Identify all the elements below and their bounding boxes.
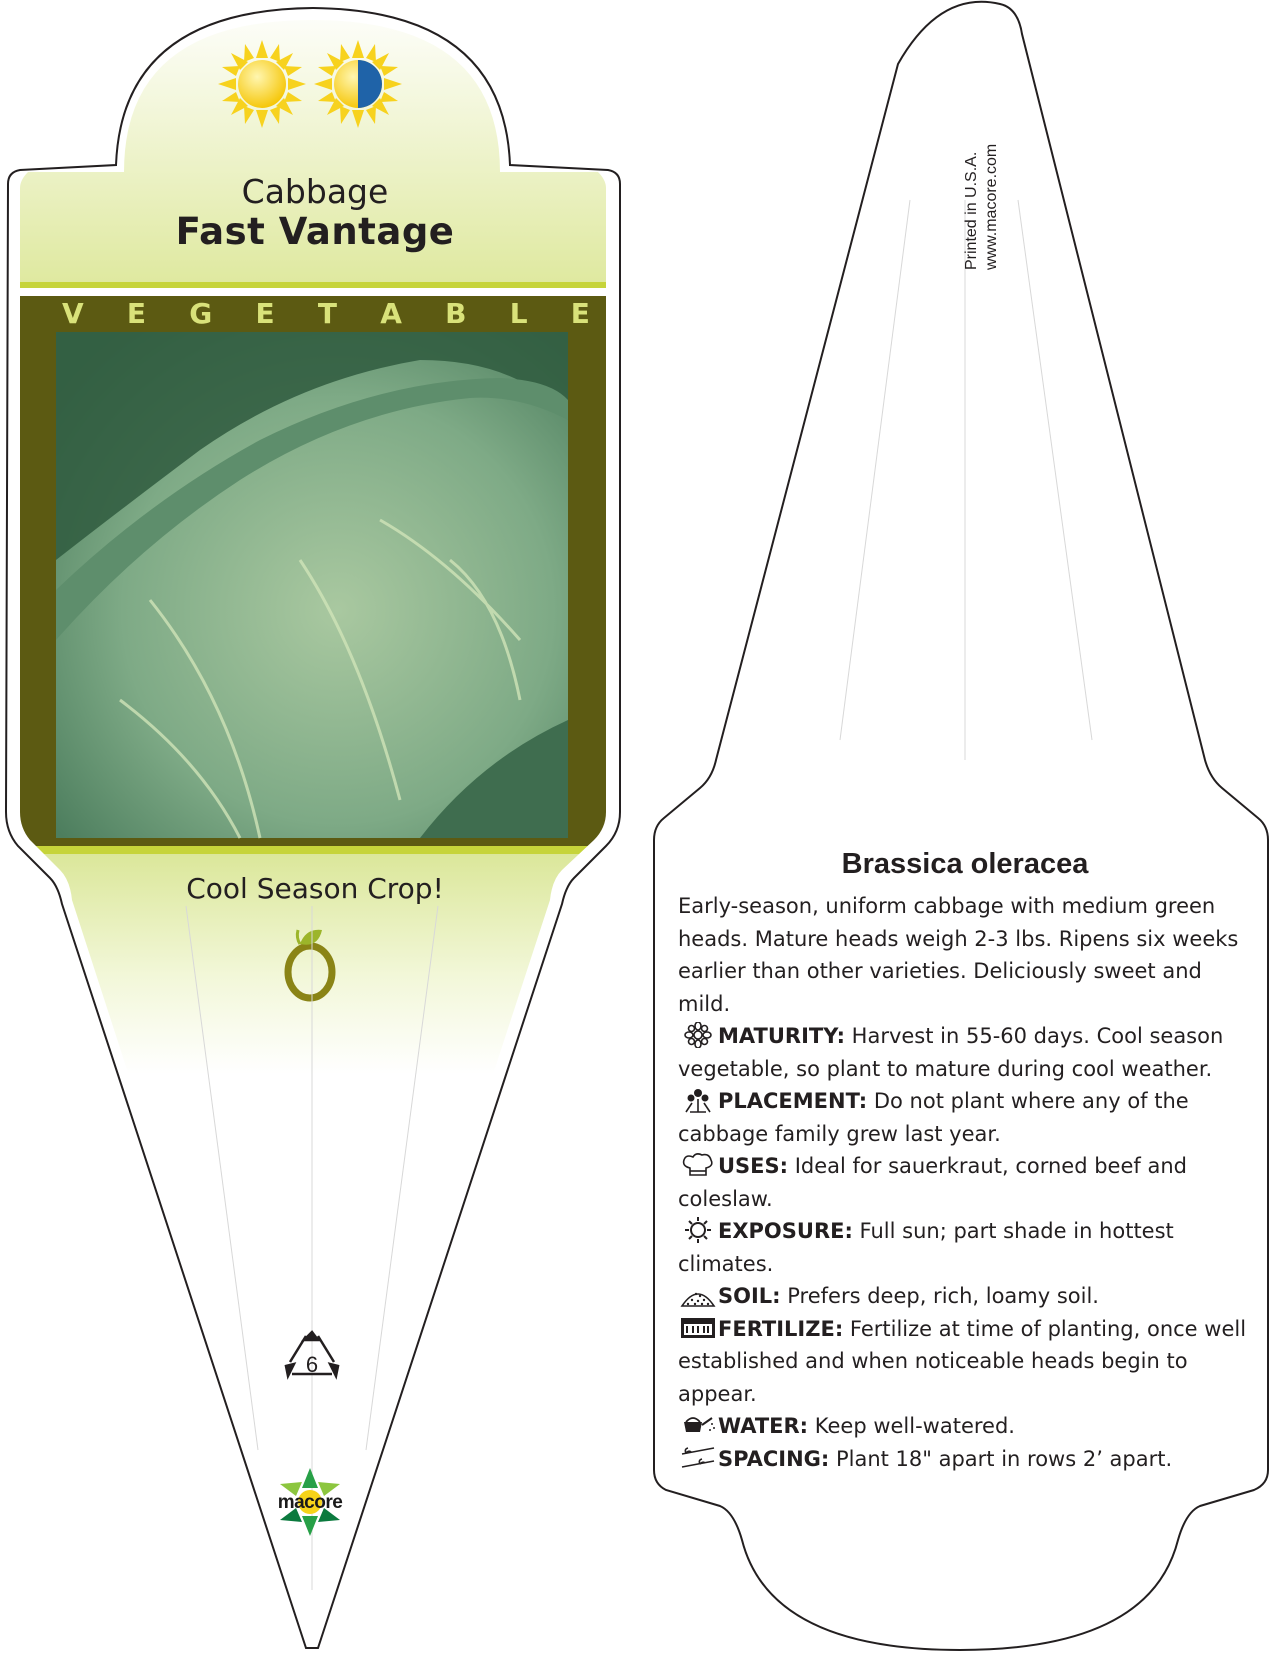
- category-letter: T: [317, 297, 337, 330]
- care-item-exposure: [678, 1215, 1258, 1280]
- care-label: PLACEMENT:: [718, 1089, 868, 1113]
- care-label: MATURITY:: [718, 1024, 845, 1048]
- care-item-fertilize: [678, 1313, 1258, 1411]
- print-info: [962, 100, 1002, 270]
- variety-name: Fast Vantage: [175, 210, 455, 253]
- care-text: Prefers deep, rich, loamy soil.: [780, 1284, 1099, 1308]
- category-letter: E: [255, 297, 275, 330]
- care-label: SOIL:: [718, 1284, 781, 1308]
- recycle-number: 6: [305, 1352, 319, 1377]
- care-text: Keep well-watered.: [808, 1414, 1015, 1438]
- category-letter: E: [126, 297, 147, 330]
- flower-icon: [678, 1022, 718, 1048]
- category-letter: L: [509, 297, 528, 330]
- category-letter: A: [380, 297, 402, 330]
- common-name: Cabbage: [241, 172, 389, 211]
- care-item-soil: [678, 1280, 1258, 1313]
- brand-name: macore: [277, 1492, 343, 1513]
- category-letter: G: [189, 297, 213, 330]
- sun-icon: [678, 1217, 718, 1243]
- care-item-maturity: [678, 1020, 1258, 1085]
- care-label: SPACING:: [718, 1446, 830, 1471]
- care-text: Do not plant where any of the cabbage family grew last year.: [678, 1089, 1189, 1146]
- care-item-uses: [678, 1150, 1258, 1215]
- category-letter: E: [570, 297, 590, 330]
- tagline: Cool Season Crop!: [186, 872, 444, 905]
- spacing-icon: [678, 1445, 718, 1471]
- care-label: USES:: [718, 1154, 789, 1178]
- care-item-placement: [678, 1085, 1258, 1150]
- care-text: Plant 18" apart in rows 2’ apart.: [829, 1446, 1173, 1471]
- npk-icon: [678, 1315, 718, 1341]
- botanical-name: Brassica oleracea: [841, 848, 1089, 880]
- care-label: FERTILIZE:: [718, 1316, 844, 1341]
- chef-hat-icon: [678, 1152, 718, 1178]
- plant-description: [678, 890, 1258, 1475]
- care-text: Full sun; part shade in hottest climates.: [678, 1219, 1174, 1276]
- care-label: WATER:: [718, 1414, 809, 1438]
- garden-icon: [678, 1087, 718, 1113]
- soil-icon: [678, 1282, 718, 1308]
- care-item-water: [678, 1410, 1258, 1443]
- intro-text: Early-season, uniform cabbage with medium green heads. Mature heads weigh 2-3 lbs. Ripens six weeks earlier than other varieties. Deliciously sweet and mild.: [678, 894, 1239, 1016]
- printed-location: Printed in U.S.A.: [963, 151, 980, 270]
- care-label: EXPOSURE:: [718, 1219, 853, 1243]
- watering-can-icon: [678, 1412, 718, 1438]
- care-text: Fertilize at time of planting, once well established and when noticeable heads begin to appear.: [678, 1316, 1247, 1406]
- care-text: Harvest in 55-60 days. Cool season vegetable, so plant to mature during cool weather.: [678, 1024, 1224, 1081]
- category-letter: B: [445, 297, 467, 330]
- website-url: www.macore.com: [983, 143, 1000, 270]
- care-item-spacing: [678, 1443, 1258, 1476]
- care-text: Ideal for sauerkraut, corned beef and coleslaw.: [678, 1154, 1187, 1211]
- category-letter: V: [62, 297, 84, 330]
